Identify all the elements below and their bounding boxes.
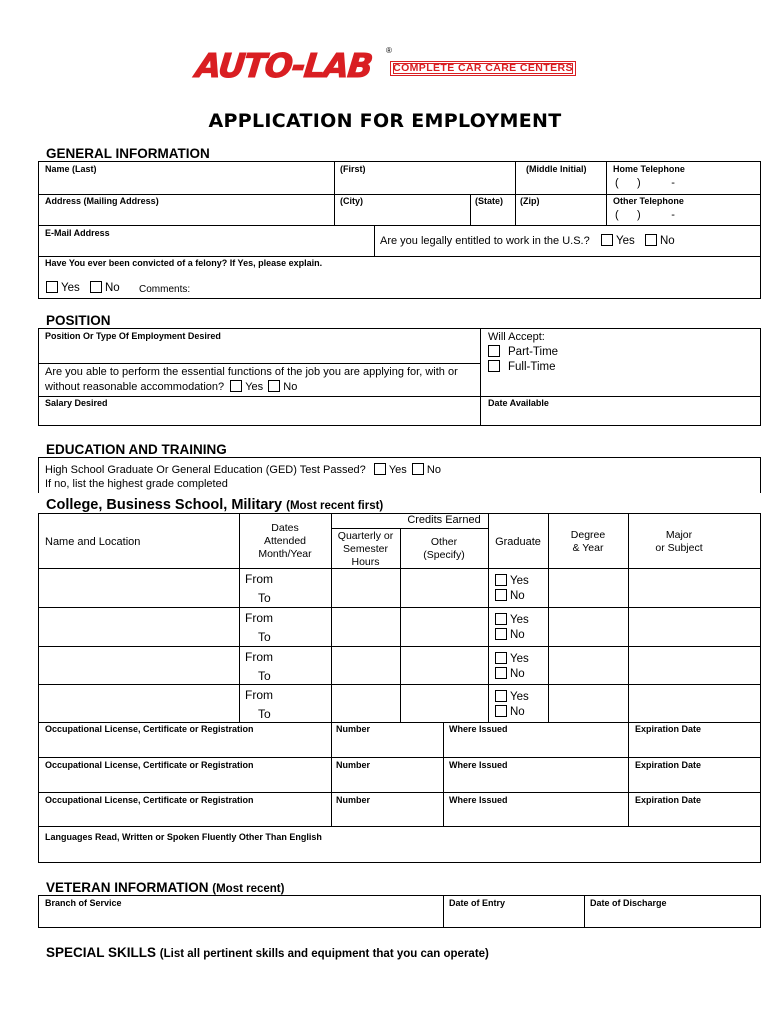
felony-question: Have You ever been convicted of a felony? If Yes, please explain.: [45, 258, 323, 268]
row4-from-field[interactable]: From: [245, 688, 273, 702]
home-telephone-field[interactable]: Home Telephone: [613, 164, 685, 174]
salary-desired-field[interactable]: Salary Desired: [45, 398, 108, 408]
name-last-field[interactable]: Name (Last): [45, 164, 97, 174]
general-heading: GENERAL INFORMATION: [46, 146, 210, 161]
part-time-option[interactable]: Part-Time: [488, 345, 558, 358]
checkbox-icon[interactable]: [495, 667, 507, 679]
license1-where-issued[interactable]: Where Issued: [449, 724, 508, 734]
date-of-entry-field[interactable]: Date of Entry: [449, 898, 506, 908]
row3-from-field[interactable]: From: [245, 650, 273, 664]
checkbox-icon[interactable]: [495, 652, 507, 664]
row3-graduate-yes[interactable]: Yes: [495, 652, 529, 665]
row1-graduate-yes[interactable]: Yes: [495, 574, 529, 587]
felony-comments-field[interactable]: Comments:: [139, 284, 191, 295]
row1-from-field[interactable]: From: [245, 572, 273, 586]
row4-to-field[interactable]: To: [258, 707, 271, 721]
col-other-specify: Other (Specify): [423, 536, 465, 561]
high-school-question: High School Graduate Or General Education (GED) Test Passed? Yes No: [45, 464, 441, 476]
college-heading: College, Business School, Military (Most recent first): [46, 497, 384, 513]
col-degree-year: Degree & Year: [570, 529, 606, 554]
checkbox-icon[interactable]: [495, 628, 507, 640]
license3-expiration[interactable]: Expiration Date: [635, 795, 702, 805]
logo-wordmark: AUTO-LAB: [193, 46, 374, 85]
row2-graduate-yes[interactable]: Yes: [495, 613, 529, 626]
checkbox-icon[interactable]: [645, 234, 657, 246]
other-telephone-field[interactable]: Other Telephone: [613, 196, 684, 206]
other-telephone-mask: ( ) -: [615, 209, 675, 221]
date-of-discharge-field[interactable]: Date of Discharge: [590, 898, 667, 908]
veteran-heading: VETERAN INFORMATION (Most recent): [46, 880, 285, 895]
felony-yes-option[interactable]: Yes: [46, 281, 80, 294]
license3-where-issued[interactable]: Where Issued: [449, 795, 508, 805]
languages-field[interactable]: Languages Read, Written or Spoken Fluently Other Than English: [45, 832, 322, 842]
license1-expiration[interactable]: Expiration Date: [635, 724, 702, 734]
checkbox-icon[interactable]: [412, 463, 424, 475]
legal-yes-option[interactable]: Yes: [601, 234, 635, 247]
felony-no-option[interactable]: No: [90, 281, 120, 294]
license3-number[interactable]: Number: [336, 795, 371, 805]
full-time-option[interactable]: Full-Time: [488, 360, 556, 373]
row1-graduate-no[interactable]: No: [495, 589, 525, 602]
row2-graduate-no[interactable]: No: [495, 628, 525, 641]
city-field[interactable]: (City): [340, 196, 363, 206]
branch-of-service-field[interactable]: Branch of Service: [45, 898, 122, 908]
license3-field[interactable]: Occupational License, Certificate or Registration: [45, 795, 254, 805]
checkbox-icon[interactable]: [495, 589, 507, 601]
checkbox-icon[interactable]: [495, 613, 507, 625]
col-credits-earned: Credits Earned: [407, 514, 481, 526]
row3-graduate-no[interactable]: No: [495, 667, 525, 680]
position-heading: POSITION: [46, 313, 111, 328]
essential-functions-question: Are you able to perform the essential functions of the job you are applying for, with or: [45, 366, 458, 378]
col-graduate: Graduate: [495, 536, 541, 548]
page-title: APPLICATION FOR EMPLOYMENT: [208, 110, 562, 132]
license1-number[interactable]: Number: [336, 724, 371, 734]
special-skills-heading: SPECIAL SKILLS (List all pertinent skills and equipment that you can operate): [46, 945, 489, 960]
col-name-location: Name and Location: [45, 536, 141, 548]
checkbox-icon[interactable]: [495, 690, 507, 702]
license1-field[interactable]: Occupational License, Certificate or Registration: [45, 724, 254, 734]
checkbox-icon[interactable]: [374, 463, 386, 475]
checkbox-icon[interactable]: [268, 380, 280, 392]
col-major-subject: Major or Subject: [655, 529, 703, 554]
checkbox-icon[interactable]: [495, 574, 507, 586]
essential-functions-question-line2: without reasonable accommodation? Yes No: [45, 381, 298, 393]
checkbox-icon[interactable]: [230, 380, 242, 392]
education-heading: EDUCATION AND TRAINING: [46, 442, 227, 457]
row2-to-field[interactable]: To: [258, 630, 271, 644]
row3-to-field[interactable]: To: [258, 669, 271, 683]
auto-lab-logo: [193, 44, 586, 86]
state-field[interactable]: (State): [475, 196, 504, 206]
row1-to-field[interactable]: To: [258, 591, 271, 605]
logo-tagline: [390, 61, 576, 76]
license2-number[interactable]: Number: [336, 760, 371, 770]
license2-expiration[interactable]: Expiration Date: [635, 760, 702, 770]
registered-mark: ®: [386, 46, 392, 55]
license2-where-issued[interactable]: Where Issued: [449, 760, 508, 770]
name-first-field[interactable]: (First): [340, 164, 366, 174]
position-desired-field[interactable]: Position Or Type Of Employment Desired: [45, 331, 221, 341]
checkbox-icon[interactable]: [495, 705, 507, 717]
checkbox-icon[interactable]: [90, 281, 102, 293]
home-telephone-mask: ( ) -: [615, 177, 675, 189]
highest-grade-field[interactable]: If no, list the highest grade completed: [45, 478, 228, 490]
logo-tagline-text: COMPLETE CAR CARE CENTERS: [393, 62, 573, 74]
license2-field[interactable]: Occupational License, Certificate or Registration: [45, 760, 254, 770]
will-accept-label: Will Accept:: [488, 331, 545, 343]
checkbox-icon[interactable]: [488, 345, 500, 357]
checkbox-icon[interactable]: [488, 360, 500, 372]
legal-no-option[interactable]: No: [645, 234, 675, 247]
zip-field[interactable]: (Zip): [520, 196, 540, 206]
row2-from-field[interactable]: From: [245, 611, 273, 625]
legal-work-question: Are you legally entitled to work in the U.S.?: [380, 235, 590, 247]
col-dates-attended: Dates Attended Month/Year: [258, 522, 312, 560]
email-field[interactable]: E-Mail Address: [45, 228, 110, 238]
date-available-field[interactable]: Date Available: [488, 398, 549, 408]
middle-initial-field[interactable]: (Middle Initial): [526, 164, 587, 174]
col-quarterly-hours: Quarterly or Semester Hours: [337, 530, 394, 568]
row4-graduate-no[interactable]: No: [495, 705, 525, 718]
address-field[interactable]: Address (Mailing Address): [45, 196, 159, 206]
checkbox-icon[interactable]: [601, 234, 613, 246]
row4-graduate-yes[interactable]: Yes: [495, 690, 529, 703]
checkbox-icon[interactable]: [46, 281, 58, 293]
